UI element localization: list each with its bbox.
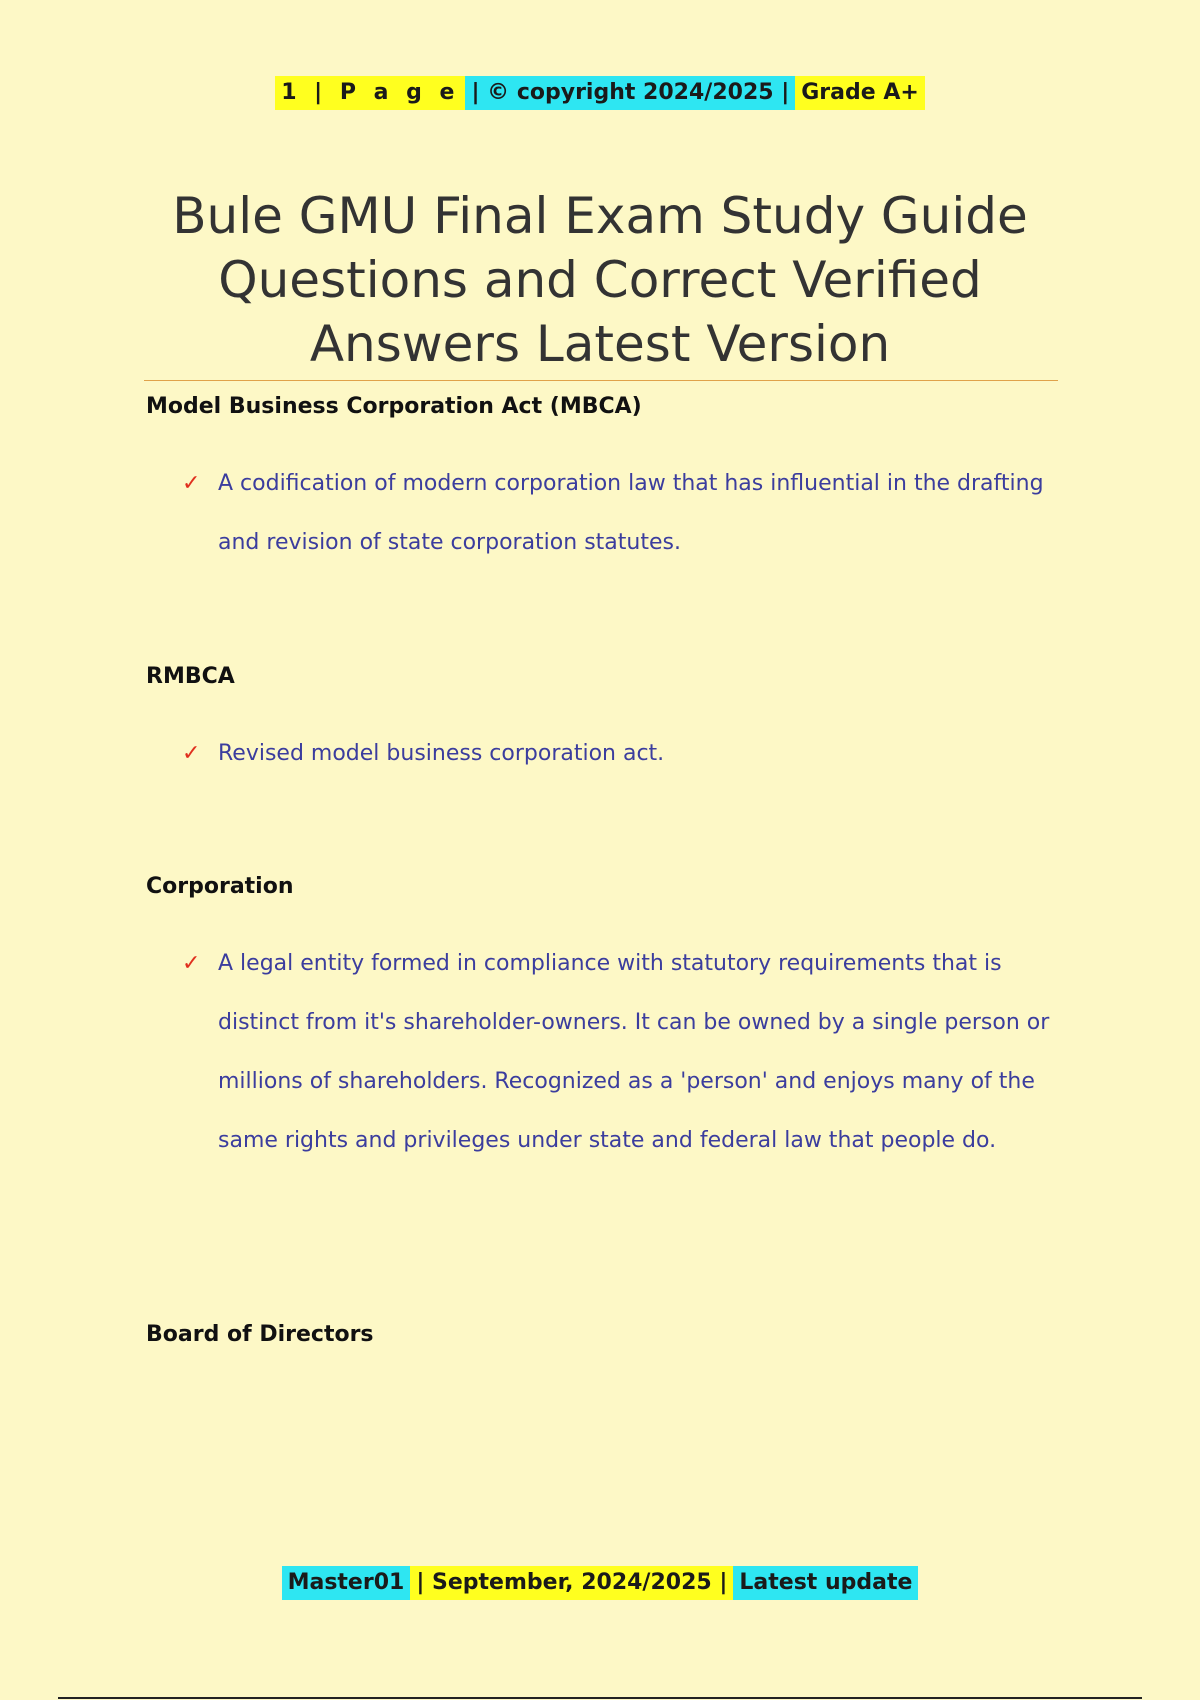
page-footer — [0, 1566, 1200, 1600]
term-heading: Board of Directors — [146, 1322, 374, 1347]
term-heading: Model Business Corporation Act (MBCA) — [146, 394, 642, 419]
answer-item — [182, 724, 1062, 783]
update-label: Latest update — [733, 1566, 918, 1600]
title-divider — [144, 380, 1058, 381]
title-line-3: Answers Latest Version — [309, 315, 891, 373]
checkmark-icon: ✓ — [182, 741, 201, 766]
answer-text: A codification of modern corporation law that has influential in the drafting and revision of state corporation statutes. — [218, 471, 1044, 555]
answer-text: Revised model business corporation act. — [218, 741, 665, 766]
title-line-2: Questions and Correct Verified — [218, 251, 982, 309]
document-title — [140, 184, 1060, 376]
title-line-1: Bule GMU Final Exam Study Guide — [172, 187, 1028, 245]
copyright-label: | © copyright 2024/2025 | — [465, 76, 795, 110]
checkmark-icon: ✓ — [182, 471, 201, 496]
term-heading: RMBCA — [146, 664, 235, 689]
grade-badge: Grade A+ — [795, 76, 925, 110]
author-label: Master01 — [282, 1566, 411, 1600]
page-bottom-border — [58, 1697, 1142, 1699]
page-header — [0, 76, 1200, 110]
answer-text: A legal entity formed in compliance with statutory requirements that is distinct from it's shareholder-owners. It can be owned by a single person or millions of shareholders. Recognized as a 'person' and enjoys many of the same rights and privileges under state and federal law that people do. — [218, 951, 1050, 1153]
answer-item — [182, 454, 1062, 572]
term-heading: Corporation — [146, 874, 294, 899]
answer-item — [182, 934, 1062, 1170]
page-number-label: 1 | P a g e — [275, 76, 465, 110]
checkmark-icon: ✓ — [182, 951, 201, 976]
date-label: | September, 2024/2025 | — [410, 1566, 733, 1600]
